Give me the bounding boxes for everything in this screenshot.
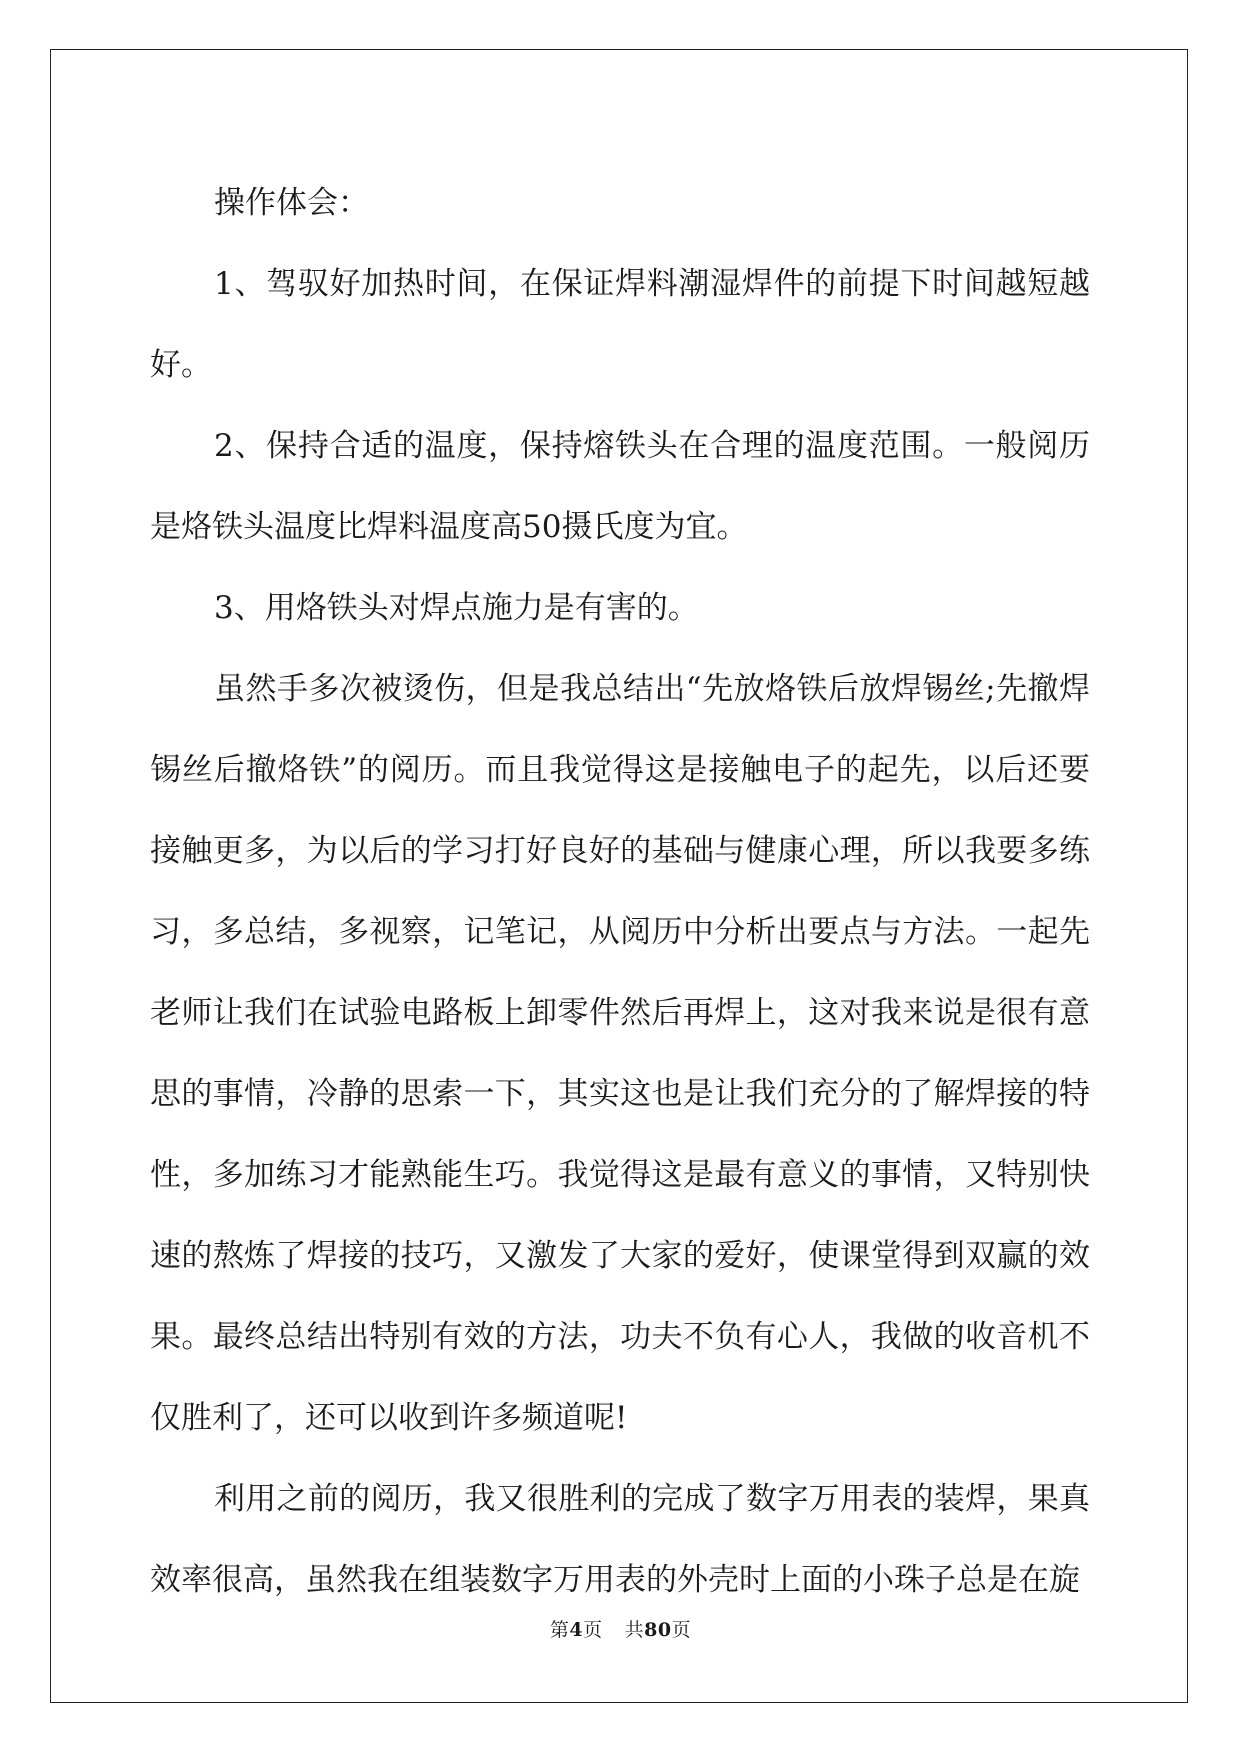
total-prefix: 共 (624, 1619, 645, 1641)
page-current: 4 (569, 1619, 584, 1641)
paragraph-item-1: 1、驾驭好加热时间，在保证焊料潮湿焊件的前提下时间越短越好。 (150, 266, 1090, 383)
paragraph-heading: 操作体会： (214, 185, 369, 221)
page-total: 80 (644, 1619, 672, 1641)
paragraph-multimeter: 利用之前的阅历，我又很胜利的完成了数字万用表的装焊，果真效率很高，虽然我在组装数字万用表的外壳时上面的小珠子总是在旋 (150, 1481, 1090, 1598)
page-prefix: 第 (549, 1619, 570, 1641)
document-body (150, 163, 1090, 1621)
page-number (0, 1615, 1241, 1642)
page-suffix: 页 (583, 1619, 603, 1641)
total-suffix: 页 (671, 1619, 692, 1641)
paragraph-item-2: 2、保持合适的温度，保持熔铁头在合理的温度范围。一般阅历是烙铁头温度比焊料温度高50摄氏度为宜。 (150, 428, 1090, 545)
paragraph-reflection: 虽然手多次被烫伤，但是我总结出“先放烙铁后放焊锡丝;先撤焊锡丝后撤烙铁”的阅历。而且我觉得这是接触电子的起先，以后还要接触更多，为以后的学习打好良好的基础与健康心理，所以我要多练习，多总结，多视察，记笔记，从阅历中分析出要点与方法。一起先老师让我们在试验电路板上卸零件然后再焊上，这对我来说是很有意思的事情，冷静的思索一下，其实这也是让我们充分的了解焊接的特性，多加练习才能熟能生巧。我觉得这是最有意义的事情，又特别快速的熬炼了焊接的技巧，又激发了大家的爱好，使课堂得到双赢的效果。最终总结出特别有效的方法，功夫不负有心人，我做的收音机不仅胜利了，还可以收到许多频道呢! (150, 671, 1090, 1436)
paragraph-item-3: 3、用烙铁头对焊点施力是有害的。 (214, 590, 699, 626)
